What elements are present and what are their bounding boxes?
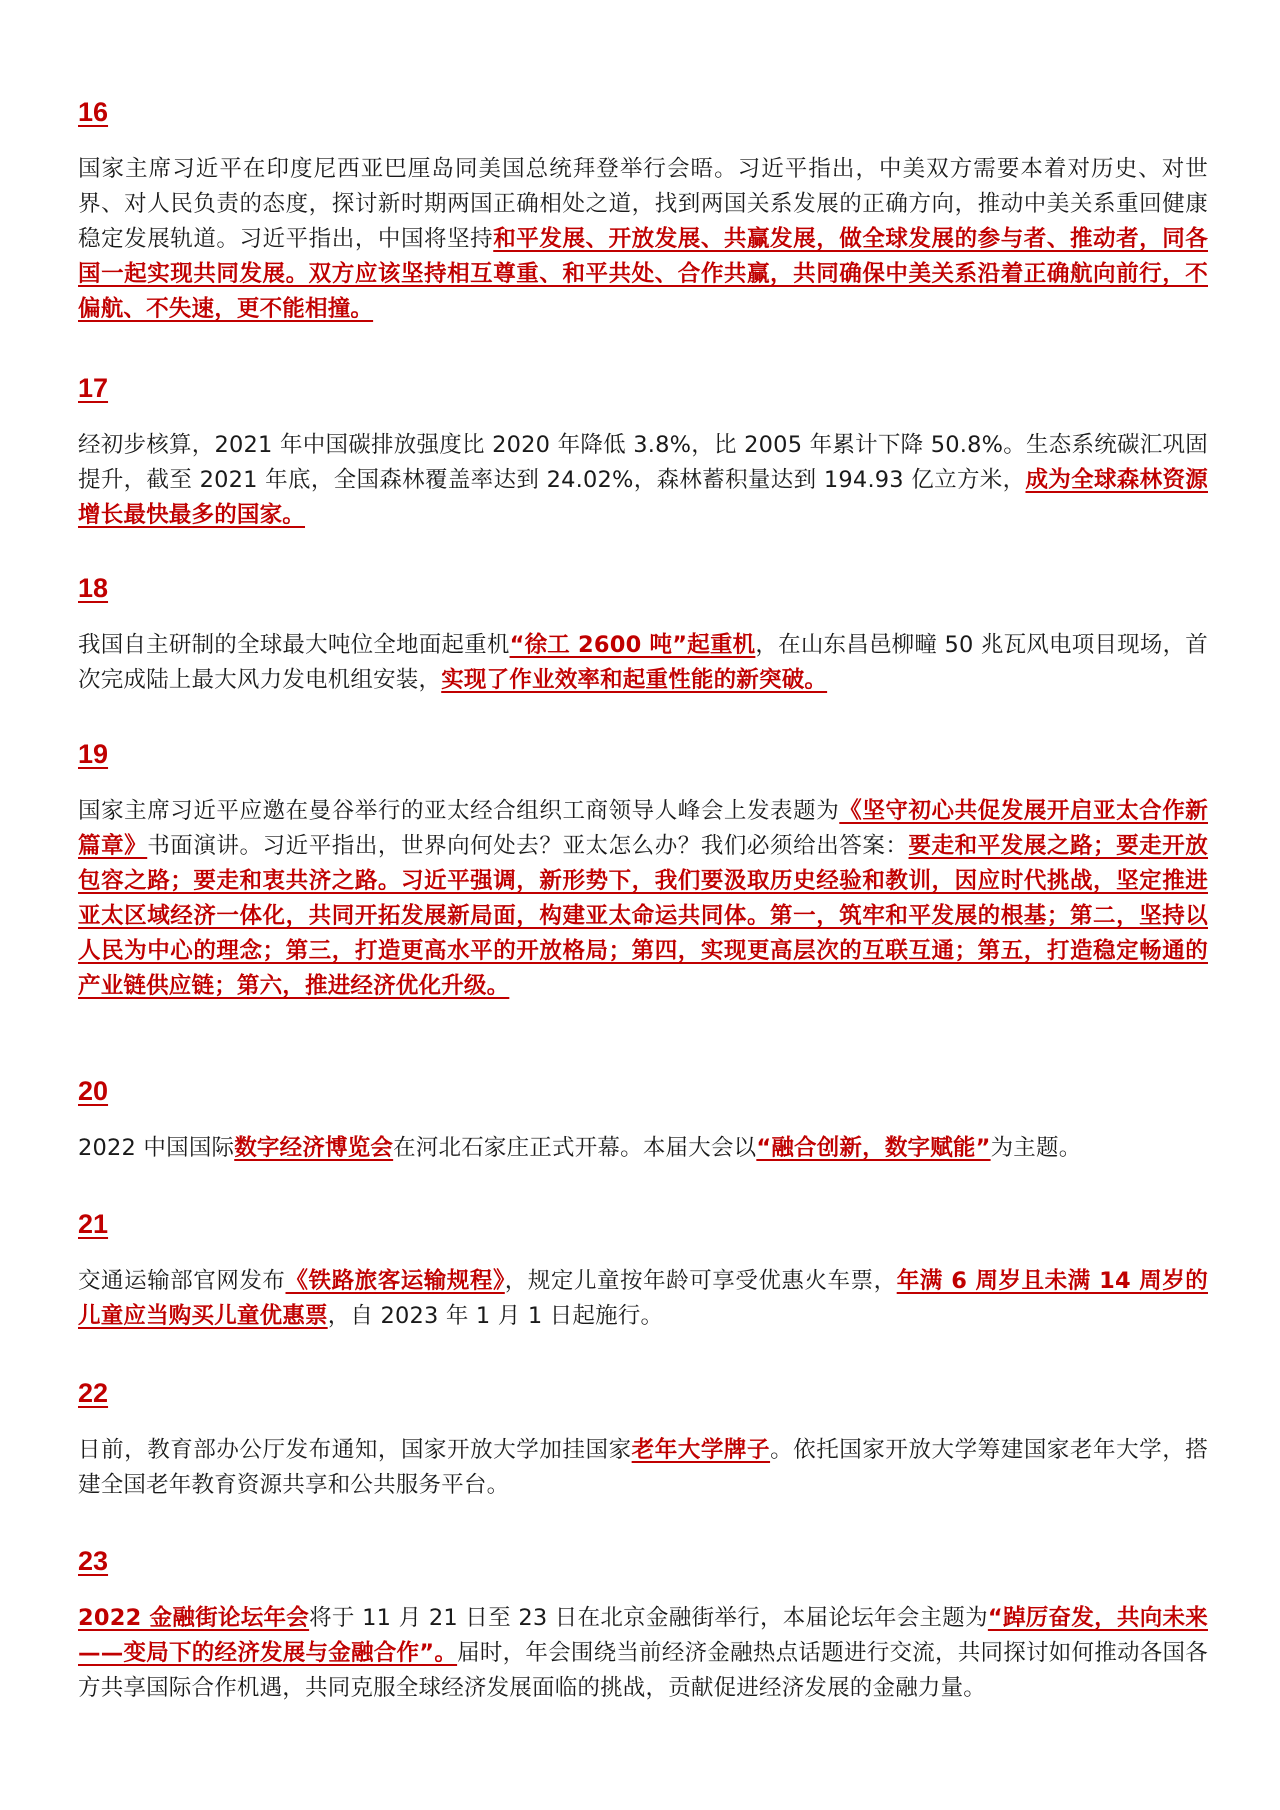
highlighted-text: 年满 6 周岁且未满 14 周岁的儿童应当购买儿童优惠票 — [78, 1268, 1208, 1329]
text-segment: 为主题。 — [990, 1135, 1082, 1161]
entry-22 — [78, 1377, 1208, 1503]
entry-23 — [78, 1545, 1208, 1706]
text-segment: 届时，年会围绕当前经济金融热点话题进行交流，共同探讨如何推动各国各方共享国际合作机遇，共同克服全球经济发展面临的挑战，贡献促进经济发展的金融力量。 — [78, 1640, 1208, 1701]
text-segment: 国家主席习近平应邀在曼谷举行的亚太经合组织工商领导人峰会上发表题为 — [78, 798, 840, 824]
entry-17 — [78, 372, 1208, 533]
entry-paragraph — [78, 152, 1208, 327]
entry-number: 22 — [78, 1378, 109, 1408]
entry-number: 19 — [78, 739, 109, 769]
entry-paragraph — [78, 1433, 1208, 1503]
text-segment: 交通运输部官网发布 — [78, 1268, 286, 1294]
highlighted-text: 2022 金融街论坛年会 — [78, 1605, 310, 1631]
entry-20 — [78, 1075, 1208, 1166]
highlighted-text: “踔厉奋发，共向未来——变局下的经济发展与金融合作”。 — [78, 1605, 1208, 1666]
text-segment: 2022 中国国际 — [78, 1135, 235, 1161]
entry-19 — [78, 738, 1208, 1004]
highlighted-text: 实现了作业效率和起重性能的新突破。 — [441, 667, 828, 693]
text-segment: 。依托国家开放大学筹建国家老年大学，搭建全国老年教育资源共享和公共服务平台。 — [78, 1437, 1208, 1498]
entry-number: 20 — [78, 1076, 109, 1106]
entry-paragraph — [78, 628, 1208, 698]
text-segment: 书面演讲。习近平指出，世界向何处去？亚太怎么办？我们必须给出答案： — [147, 833, 909, 859]
highlighted-text: 数字经济博览会 — [234, 1135, 394, 1161]
text-segment: 在河北石家庄正式开幕。本届大会以 — [393, 1135, 757, 1161]
entry-number: 17 — [78, 373, 109, 403]
text-segment: 国家主席习近平在印度尼西亚巴厘岛同美国总统拜登举行会晤。习近平指出，中美双方需要本着对历史、对世界、对人民负责的态度，探讨新时期两国正确相处之道，找到两国关系发展的正确方向，推动中美关系重回健康稳定发展轨道。习近平指出，中国将坚持 — [78, 156, 1208, 252]
highlighted-text: 《坚守初心共促发展开启亚太合作新篇章》 — [78, 798, 1208, 859]
text-segment: 经初步核算，2021 年中国碳排放强度比 2020 年降低 3.8%，比 2005 年累计下降 50.8%。生态系统碳汇巩固提升，截至 2021 年底，全国森林覆盖率达到 24.02%，森林蓄积量达到 194.93 亿立方米， — [78, 432, 1208, 493]
entry-paragraph — [78, 794, 1208, 1004]
text-segment: 我国自主研制的全球最大吨位全地面起重机 — [78, 632, 510, 658]
entry-paragraph — [78, 1601, 1208, 1706]
text-segment: ，自 2023 年 1 月 1 日起施行。 — [327, 1303, 664, 1329]
highlighted-text: 《铁路旅客运输规程》 — [285, 1268, 505, 1294]
highlighted-text: 老年大学牌子 — [631, 1437, 771, 1463]
text-segment: ，规定儿童按年龄可享受优惠火车票， — [504, 1268, 897, 1294]
entry-number: 23 — [78, 1546, 109, 1576]
entry-paragraph — [78, 428, 1208, 533]
highlighted-text: “徐工 2600 吨”起重机 — [509, 632, 756, 658]
entry-number: 21 — [78, 1209, 109, 1239]
entry-number: 18 — [78, 573, 109, 603]
text-segment: 日前，教育部办公厅发布通知，国家开放大学加挂国家 — [78, 1437, 632, 1463]
highlighted-text: 成为全球森林资源增长最快最多的国家。 — [78, 467, 1208, 528]
entry-16 — [78, 96, 1208, 327]
highlighted-text: 和平发展、开放发展、共赢发展，做全球发展的参与者、推动者，同各国一起实现共同发展。双方应该坚持相互尊重、和平共处、合作共赢，共同确保中美关系沿着正确航向前行，不偏航、不失速，更不能相撞。 — [78, 226, 1208, 322]
entry-18 — [78, 572, 1208, 698]
entry-paragraph — [78, 1264, 1208, 1334]
entry-number: 16 — [78, 97, 109, 127]
text-segment: ，在山东昌邑柳疃 50 兆瓦风电项目现场，首次完成陆上最大风力发电机组安装， — [78, 632, 1208, 693]
highlighted-text: 要走和平发展之路；要走开放包容之路；要走和衷共济之路。习近平强调，新形势下，我们要汲取历史经验和教训，因应时代挑战，坚定推进亚太区域经济一体化，共同开拓发展新局面，构建亚太命运共同体。第一，筑牢和平发展的根基；第二，坚持以人民为中心的理念；第三，打造更高水平的开放格局；第四，实现更高层次的互联互通；第五，打造稳定畅通的产业链供应链；第六，推进经济优化升级。 — [78, 833, 1209, 999]
entry-21 — [78, 1208, 1208, 1334]
text-segment: 将于 11 月 21 日至 23 日在北京金融街举行，本届论坛年会主题为 — [309, 1605, 988, 1631]
entry-paragraph — [78, 1131, 1208, 1166]
highlighted-text: “融合创新，数字赋能” — [756, 1135, 991, 1161]
